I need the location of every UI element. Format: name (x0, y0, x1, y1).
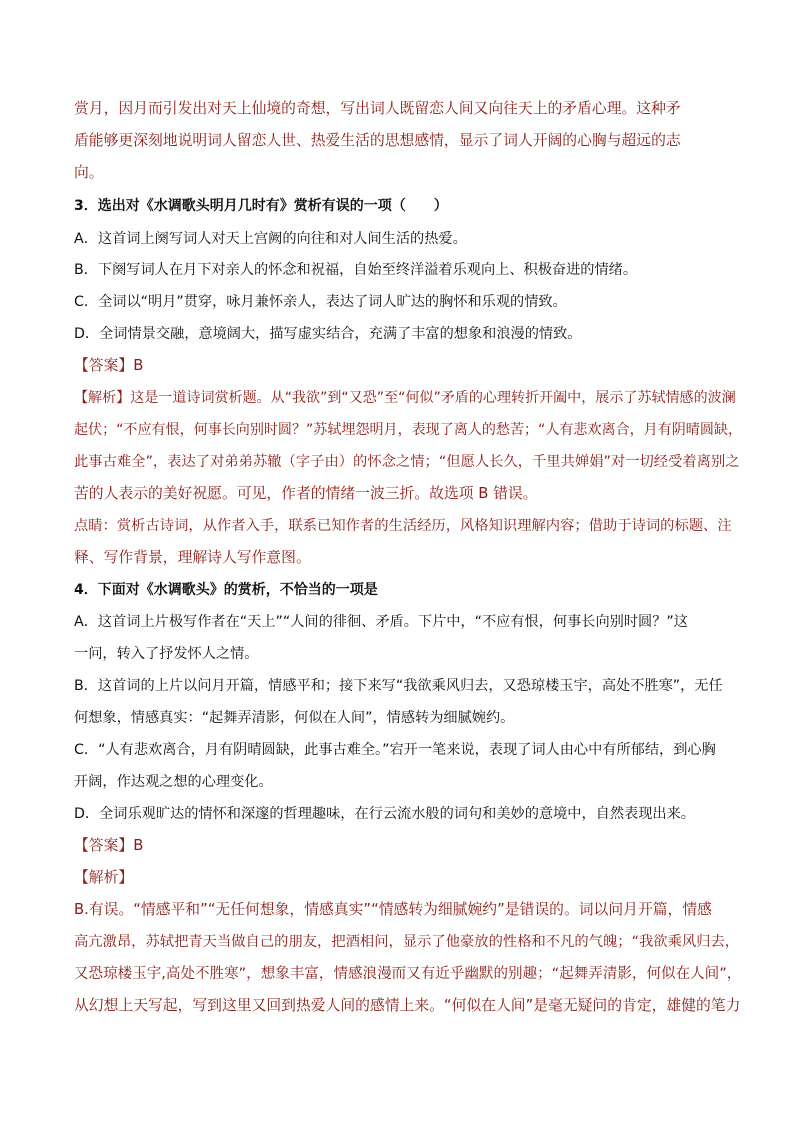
q4-answer-label: 【答案】 (74, 837, 134, 854)
q4-analysis-line-3: 又恐琼楼玉宇,高处不胜寒”，想象丰富，情感浪漫而又有近乎幽默的别趣；“起舞弄清影，何似在人间”， (74, 965, 742, 982)
q4-answer (74, 836, 734, 856)
intro-line-3: 向。 (74, 164, 104, 181)
q3-answer-label: 【答案】 (74, 357, 134, 374)
q3-analysis-label: 【解析】 (74, 390, 131, 406)
q4-option-b-line-1: B．这首词的上片以问月开篇，情感平和；接下来写“我欲乘风归去，又恐琼楼玉宇，高处不胜寒”，无任 (74, 678, 723, 694)
q4-option-b-line-2: 何想象，情感真实：“起舞弄清影，何似在人间”，情感转为细腻婉约。 (74, 710, 515, 726)
q3-option-b: B．下阕写词人在月下对亲人的怀念和祝福，自始至终洋溢着乐观向上、积极奋进的情绪。 (74, 262, 638, 278)
q3-answer (74, 356, 734, 376)
q3-analysis-line-4: 苦的人表示的美好祝愿。可见，作者的情绪一波三折。故选项 B 错误。 (74, 485, 538, 502)
q4-answer-value: B (133, 837, 144, 854)
q4-analysis-line-2: 高亢激昂，苏轼把青天当做自己的朋友，把酒相问，显示了他豪放的性格和不凡的气魄；“我欲乘风归去， (74, 934, 740, 950)
q4-analysis-line-4: 从幻想上天写起，写到这里又回到热爱人间的感情上来。“何似在人间”是毫无疑问的肯定，雄健的笔力 (74, 997, 741, 1014)
intro-line-2: 盾能够更深刻地说明词人留恋人世、热爱生活的思想感情，显示了词人开阔的心胸与超远的志 (74, 132, 681, 149)
q3-answer-value: B (133, 357, 144, 374)
q3-analysis-line-2: 起伏；“不应有恨，何事长向别时圆？”苏轼埋怨明月，表现了离人的愁苦；“人有悲欢离合，月有阴晴圆缺， (74, 422, 742, 438)
q3-option-a: A．这首词上阕写词人对天上宫阙的向往和对人间生活的热爱。 (74, 231, 467, 247)
q4-option-c-line-1: C．“人有悲欢离合，月有阴晴圆缺，此事古难全。”宕开一笔来说，表现了词人由心中有所郁结，到心胸 (74, 742, 716, 758)
question-3-title: 3．选出对《水调歌头明月几时有》赏析有误的一项（ ） (74, 198, 448, 214)
q4-option-a-line-2: 一问，转入了抒发怀人之情。 (74, 646, 259, 662)
q3-analysis-text-1: 这是一道诗词赏析题。从“我欲”到“又恐”至“何似”矛盾的心理转折开阖中，展示了苏轼情感的波澜 (130, 390, 736, 406)
q4-option-a-line-1: A．这首词上片极写作者在“天上”“人间的徘徊、矛盾。下片中，“不应有恨，何事长向别时圆？”这 (74, 614, 688, 630)
intro-line-1: 赏月，因月而引发出对天上仙境的奇想，写出词人既留恋人间又向往天上的矛盾心理。这种矛 (74, 100, 681, 117)
q3-analysis-line-3: 此事古难全”，表达了对弟弟苏辙（字子由）的怀念之情；“但愿人长久，千里共婵娟”对一切经受着离别之 (74, 454, 740, 470)
q4-analysis-label: 【解析】 (74, 869, 134, 886)
q3-option-d: D．全词情景交融，意境阔大，描写虚实结合，充满了丰富的想象和浪漫的情致。 (74, 326, 582, 342)
question-4-title: 4．下面对《水调歌头》的赏析，不恰当的一项是 (74, 582, 378, 598)
q4-option-c-line-2: 开阔，作达观之想的心理变化。 (74, 774, 273, 790)
q3-comment-line-1: 点睛：赏析古诗词，从作者入手，联系已知作者的生活经历，风格知识理解内容；借助于诗词的标题、注 (74, 518, 732, 534)
q3-option-c: C．全词以“明月”贯穿，咏月兼怀亲人，表达了词人旷达的胸怀和乐观的情致。 (74, 294, 567, 310)
q4-option-d: D．全词乐观旷达的情怀和深邃的哲理趣味，在行云流水般的词句和美妙的意境中，自然表现出来。 (74, 806, 695, 822)
q3-comment-line-2: 释、写作背景，理解诗人写作意图。 (74, 549, 311, 566)
q3-analysis-line-1 (74, 388, 734, 408)
q4-analysis-line-1: B.有误。“情感平和”“无任何想象，情感真实”“情感转为细腻婉约”是错误的。词以问月开篇，情感 (74, 901, 712, 918)
